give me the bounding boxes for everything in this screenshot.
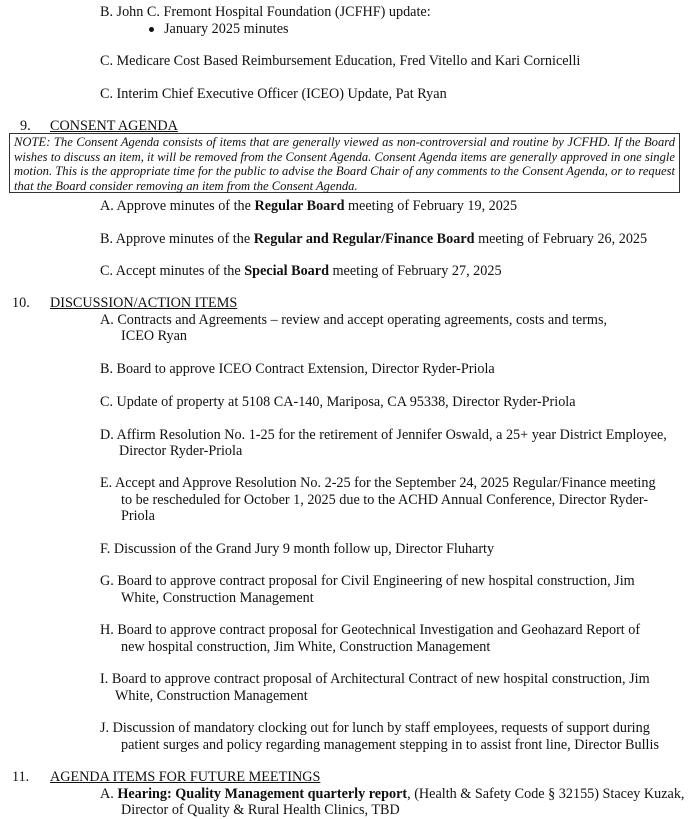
consent-item-c-pre: C. Accept minutes of the: [100, 263, 245, 279]
discussion-item-h-line2: new hospital construction, Jim White, Construction Management: [121, 639, 491, 655]
discussion-item-d-line2: Director Ryder-Priola: [119, 443, 243, 459]
consent-item-c-bold: Special Board: [244, 263, 329, 279]
future-item-a-line1: [100, 786, 684, 803]
discussion-item-b: B. Board to approve ICEO Contract Extension, Director Ryder-Priola: [100, 361, 495, 377]
future-item-a-line2: Director of Quality & Rural Health Clinics, TBD: [121, 802, 400, 818]
discussion-item-d-line1: D. Affirm Resolution No. 1-25 for the retirement of Jennifer Oswald, a 25+ year District Employee,: [100, 427, 667, 443]
discussion-item-a-line1: A. Contracts and Agreements – review and accept operating agreements, costs and terms,: [100, 312, 608, 328]
item-b-jcfhf: B. John C. Fremont Hospital Foundation (JCFHF) update:: [100, 4, 431, 20]
section-11-number: 11.: [12, 769, 30, 785]
section-10-number: 10.: [12, 295, 30, 311]
discussion-item-f: F. Discussion of the Grand Jury 9 month follow up, Director Fluharty: [100, 541, 495, 557]
discussion-item-e-line1: E. Accept and Approve Resolution No. 2-25 for the September 24, 2025 Regular/Finance meeting: [100, 475, 656, 491]
consent-item-b-bold: Regular and Regular/Finance Board: [253, 231, 475, 247]
discussion-item-e-line2: to be rescheduled for October 1, 2025 due to the ACHD Annual Conference, Director Ryder-: [121, 492, 649, 508]
discussion-item-h-line1: H. Board to approve contract proposal for Geotechnical Investigation and Geohazard Report of: [100, 622, 641, 638]
section-9-title: CONSENT AGENDA: [50, 118, 178, 134]
section-9-number: 9.: [20, 118, 31, 134]
discussion-item-e-line3: Priola: [121, 508, 155, 524]
discussion-item-j-line1: J. Discussion of mandatory clocking out for lunch by staff employees, requests of support during: [100, 720, 650, 736]
bullet-jcfhf-minutes: [149, 21, 289, 38]
consent-agenda-note: NOTE: The Consent Agenda consists of items that are generally viewed as non-controversial and routine by JCFHD. If the Board wishes to discuss an item, it will be removed from the Consent Agenda. Consent Agenda items are generally approved in one single motion. This is the appropriate time for the public to advise the Board Chair of any comments to the Consent Agenda, or to request that the Board consider removing an item from the Consent Agenda.: [9, 133, 680, 193]
consent-item-c-post: meeting of February 27, 2025: [328, 263, 502, 279]
item-c-medicare: C. Medicare Cost Based Reimbursement Education, Fred Vitello and Kari Cornicelli: [100, 53, 581, 69]
discussion-item-i-line2: White, Construction Management: [115, 688, 308, 704]
consent-item-b-pre: B. Approve minutes of the: [100, 231, 254, 247]
future-item-a-post: , (Health & Safety Code § 32155) Stacey Kuzak,: [407, 786, 685, 802]
consent-item-a-post: meeting of February 19, 2025: [344, 198, 518, 214]
item-c-iceo: C. Interim Chief Executive Officer (ICEO) Update, Pat Ryan: [100, 86, 447, 102]
discussion-item-j-line2: patient surges and policy regarding management stepping in to assist front line, Director Bullis: [121, 737, 659, 753]
consent-item-c: [100, 263, 502, 280]
section-10-title: DISCUSSION/ACTION ITEMS: [50, 295, 238, 311]
bullet-text: January 2025 minutes: [164, 21, 289, 37]
discussion-item-a-line2: ICEO Ryan: [121, 328, 188, 344]
discussion-item-g-line1: G. Board to approve contract proposal for Civil Engineering of new hospital construction, Jim: [100, 573, 635, 589]
consent-item-a-pre: A. Approve minutes of the: [100, 198, 255, 214]
consent-item-a: [100, 198, 517, 215]
bullet-dot-icon: [149, 27, 154, 32]
discussion-item-c: C. Update of property at 5108 CA-140, Mariposa, CA 95338, Director Ryder-Priola: [100, 394, 576, 410]
section-11-title: AGENDA ITEMS FOR FUTURE MEETINGS: [50, 769, 321, 785]
consent-item-b: [100, 231, 647, 248]
discussion-item-i-line1: I. Board to approve contract proposal of Architectural Contract of new hospital construction, Jim: [100, 671, 650, 687]
future-item-a-pre: A.: [100, 786, 118, 802]
future-item-a-bold: Hearing: Quality Management quarterly report: [117, 786, 408, 802]
consent-item-a-bold: Regular Board: [254, 198, 345, 214]
discussion-item-g-line2: White, Construction Management: [121, 590, 314, 606]
consent-item-b-post: meeting of February 26, 2025: [474, 231, 648, 247]
